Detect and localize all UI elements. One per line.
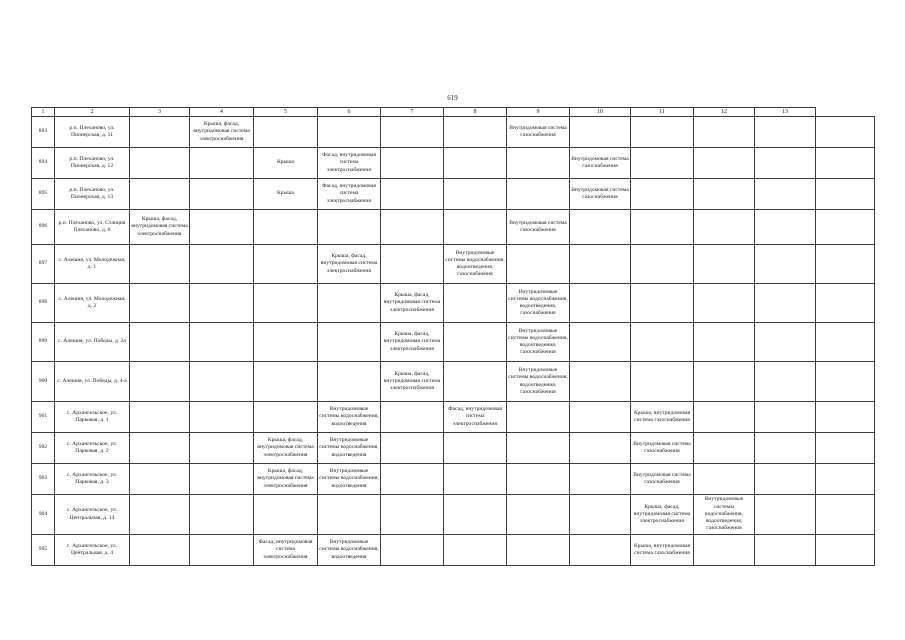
work-cell [816, 495, 875, 535]
address-cell: с. Архангельское, ул. Парковая, д. 1 [55, 402, 130, 433]
address-cell: р.п. Плеханово, ул. Пионерская, д. 12 [55, 148, 130, 179]
work-cell [444, 495, 507, 535]
work-cell [816, 535, 875, 566]
work-cell [694, 148, 755, 179]
work-cell [381, 148, 444, 179]
work-cell [631, 148, 694, 179]
work-cell [631, 210, 694, 245]
work-cell [755, 210, 816, 245]
table-row [32, 402, 875, 433]
work-cell [444, 323, 507, 362]
work-cell [631, 117, 694, 148]
work-cell [755, 323, 816, 362]
work-cell [254, 117, 318, 148]
address-cell: р.п. Плеханово, ул. Пионерская, д. 11 [55, 117, 130, 148]
work-cell: Внутридомовая система газоснабжения [570, 179, 631, 210]
work-cell [816, 433, 875, 464]
work-cell [190, 284, 254, 323]
work-cell [190, 323, 254, 362]
work-cell [570, 362, 631, 402]
work-cell [507, 245, 570, 284]
row-number-cell: 899 [32, 323, 55, 362]
work-cell [755, 148, 816, 179]
work-cell [444, 284, 507, 323]
work-cell: Внутридомовая система газоснабжения [570, 148, 631, 179]
work-cell: Крыша, фасад, внутридомовая система электроснабжения [254, 433, 318, 464]
work-cell: Крыша, внутридомовая система газоснабжения [631, 535, 694, 566]
work-cell [254, 210, 318, 245]
column-header: 2 [55, 108, 130, 117]
table-row [32, 210, 875, 245]
work-cell [755, 362, 816, 402]
work-cell [755, 433, 816, 464]
work-cell [507, 402, 570, 433]
work-cell [755, 495, 816, 535]
work-cell [381, 210, 444, 245]
work-cell: Крыша, внутридомовая система газоснабжения [631, 402, 694, 433]
work-cell [570, 464, 631, 495]
column-header: 7 [381, 108, 444, 117]
work-cell [755, 535, 816, 566]
work-cell [190, 402, 254, 433]
row-number-cell: 901 [32, 402, 55, 433]
work-cell [816, 284, 875, 323]
work-cell: Внутридомовая система газоснабжения [507, 210, 570, 245]
row-number-cell: 904 [32, 495, 55, 535]
work-cell [507, 464, 570, 495]
table-body [32, 117, 875, 566]
work-cell: Фасад, внутридомовая система электроснабжения [254, 535, 318, 566]
column-header: 10 [570, 108, 631, 117]
table-row [32, 362, 875, 402]
column-header: 3 [130, 108, 190, 117]
page-number: 619 [447, 94, 458, 102]
row-number-cell: 893 [32, 117, 55, 148]
work-cell [190, 495, 254, 535]
address-cell: с. Архангельское, ул. Центральная, д. 4 [55, 535, 130, 566]
work-cell [444, 464, 507, 495]
work-cell [130, 464, 190, 495]
work-cell: Внутридомовые системы водоснабжения, водоотведения, газоснабжения [507, 323, 570, 362]
column-header: 9 [507, 108, 570, 117]
work-cell [816, 402, 875, 433]
work-cell: Внутридомовые системы водоснабжения, водоотведения [318, 433, 381, 464]
table-row [32, 464, 875, 495]
work-cell: Крыша, фасад, внутридомовая система электроснабжения [190, 117, 254, 148]
work-cell [444, 362, 507, 402]
work-cell [816, 148, 875, 179]
work-cell [631, 323, 694, 362]
works-table [31, 107, 875, 566]
work-cell: Фасад, внутридомовая система электроснабжения [444, 402, 507, 433]
work-cell [570, 402, 631, 433]
table-row [32, 433, 875, 464]
address-cell: с. Архангельское, ул. Парковая, д. 2 [55, 433, 130, 464]
work-cell: Крыша, фасад, внутридомовая система электроснабжения [130, 210, 190, 245]
work-cell [570, 245, 631, 284]
work-cell [318, 495, 381, 535]
work-cell [755, 402, 816, 433]
work-cell [755, 284, 816, 323]
table-row [32, 535, 875, 566]
address-cell: р.п. Плеханово, ул. Пионерская, д. 13 [55, 179, 130, 210]
work-cell: Крыша, фасад, внутридомовая система электроснабжения [381, 284, 444, 323]
work-cell: Внутридомовые системы водоснабжения, водоотведения, газоснабжения [444, 245, 507, 284]
work-cell [318, 284, 381, 323]
work-cell [381, 402, 444, 433]
work-cell [694, 464, 755, 495]
row-number-cell: 896 [32, 210, 55, 245]
work-cell [190, 535, 254, 566]
work-cell [507, 535, 570, 566]
work-cell [631, 362, 694, 402]
work-cell [190, 464, 254, 495]
work-cell [130, 402, 190, 433]
row-number-cell: 895 [32, 179, 55, 210]
work-cell [130, 245, 190, 284]
column-header: 8 [444, 108, 507, 117]
row-number-cell: 894 [32, 148, 55, 179]
work-cell [190, 148, 254, 179]
work-cell [694, 117, 755, 148]
work-cell [755, 179, 816, 210]
work-cell [130, 284, 190, 323]
work-cell [755, 245, 816, 284]
column-header: 5 [254, 108, 318, 117]
work-cell [694, 402, 755, 433]
work-cell [130, 117, 190, 148]
work-cell [254, 495, 318, 535]
table-row [32, 117, 875, 148]
work-cell [816, 179, 875, 210]
work-cell [694, 323, 755, 362]
work-cell [570, 535, 631, 566]
row-number-cell: 898 [32, 284, 55, 323]
work-cell [507, 148, 570, 179]
work-cell [254, 284, 318, 323]
work-cell [507, 433, 570, 464]
work-cell: Крыша, фасад, внутридомовая система электроснабжения [318, 245, 381, 284]
column-header: 13 [755, 108, 816, 117]
work-cell [694, 179, 755, 210]
work-cell [631, 179, 694, 210]
work-cell [254, 245, 318, 284]
work-cell [254, 402, 318, 433]
work-cell [381, 179, 444, 210]
work-cell [444, 117, 507, 148]
work-cell [816, 117, 875, 148]
table-row [32, 323, 875, 362]
row-number-cell: 902 [32, 433, 55, 464]
work-cell: Фасад, внутридомовая система электроснабжения [318, 179, 381, 210]
table-row [32, 284, 875, 323]
work-cell [318, 362, 381, 402]
work-cell: Внутридомовые системы водоснабжения, водоотведения [318, 402, 381, 433]
work-cell [130, 535, 190, 566]
work-cell [190, 362, 254, 402]
work-cell [631, 284, 694, 323]
work-cell [444, 210, 507, 245]
address-cell: с. Архангельское, ул. Центральная, д. 14 [55, 495, 130, 535]
row-number-cell: 905 [32, 535, 55, 566]
work-cell [570, 323, 631, 362]
work-cell [816, 245, 875, 284]
work-cell [190, 433, 254, 464]
work-cell [444, 433, 507, 464]
column-header: 11 [631, 108, 694, 117]
work-cell [570, 210, 631, 245]
work-cell: Внутридомовая система газоснабжения [631, 433, 694, 464]
work-cell: Крыша [254, 179, 318, 210]
column-header: 6 [318, 108, 381, 117]
table-row [32, 148, 875, 179]
row-number-cell: 903 [32, 464, 55, 495]
work-cell [507, 179, 570, 210]
work-cell [694, 433, 755, 464]
work-cell [694, 535, 755, 566]
work-cell [755, 464, 816, 495]
work-cell [130, 179, 190, 210]
table-row [32, 179, 875, 210]
address-cell: с. Алешня, ул. Победы, д. 4-а [55, 362, 130, 402]
work-cell [190, 210, 254, 245]
work-cell [254, 323, 318, 362]
work-cell [755, 117, 816, 148]
work-cell [694, 245, 755, 284]
address-cell: с. Алешня, ул. Молодежная, д. 2 [55, 284, 130, 323]
table-row [32, 245, 875, 284]
work-cell: Внутридомовые системы водоснабжения, водоотведения [318, 535, 381, 566]
work-cell [570, 433, 631, 464]
row-number-cell: 897 [32, 245, 55, 284]
work-cell: Крыша, фасад, внутридомовая система электроснабжения [631, 495, 694, 535]
work-cell [570, 284, 631, 323]
work-cell [381, 433, 444, 464]
column-header: 12 [694, 108, 755, 117]
work-cell [816, 362, 875, 402]
work-cell: Крыша, фасад, внутридомовая система электроснабжения [381, 362, 444, 402]
work-cell: Внутридомовые системы водоснабжения, водоотведения [318, 464, 381, 495]
work-cell [631, 245, 694, 284]
work-cell [130, 433, 190, 464]
work-cell: Внутридомовые системы водоснабжения, водоотведения, газоснабжения [694, 495, 755, 535]
work-cell [381, 117, 444, 148]
work-cell [130, 148, 190, 179]
work-cell [130, 495, 190, 535]
work-cell [318, 210, 381, 245]
address-cell: с. Алешня, ул. Молодежная, д. 1 [55, 245, 130, 284]
work-cell [130, 323, 190, 362]
work-cell [381, 495, 444, 535]
work-cell [507, 495, 570, 535]
work-cell [816, 210, 875, 245]
work-cell: Крыша, фасад, внутридомовая система электроснабжения [254, 464, 318, 495]
work-cell [254, 362, 318, 402]
work-cell [381, 245, 444, 284]
work-cell [190, 179, 254, 210]
column-header: 4 [190, 108, 254, 117]
work-cell [694, 210, 755, 245]
work-cell [318, 117, 381, 148]
work-cell [190, 245, 254, 284]
work-cell: Внутридомовые системы водоснабжения, водоотведения, газоснабжения [507, 284, 570, 323]
address-cell: с. Алешня, ул. Победы, д. 2а [55, 323, 130, 362]
work-cell [694, 284, 755, 323]
column-header: 1 [32, 108, 55, 117]
work-cell [816, 323, 875, 362]
work-cell [570, 495, 631, 535]
work-cell [381, 535, 444, 566]
work-cell: Внутридомовая система газоснабжения [631, 464, 694, 495]
address-cell: с. Архангельское, ул. Парковая, д. 3 [55, 464, 130, 495]
work-cell: Фасад, внутридомовая система электроснабжения [318, 148, 381, 179]
work-cell [444, 535, 507, 566]
work-cell [318, 323, 381, 362]
work-cell [444, 148, 507, 179]
work-cell [694, 362, 755, 402]
work-cell [570, 117, 631, 148]
work-cell [816, 464, 875, 495]
header-row [32, 108, 875, 117]
work-cell [444, 179, 507, 210]
work-cell [130, 362, 190, 402]
work-cell: Внутридомовая система газоснабжения [507, 117, 570, 148]
address-cell: р.п. Плеханово, ул. Станция Плеханово, д. 6 [55, 210, 130, 245]
work-cell: Внутридомовые системы водоснабжения, водоотведения, газоснабжения [507, 362, 570, 402]
work-cell: Крыша, фасад, внутридомовая система электроснабжения [381, 323, 444, 362]
table-row [32, 495, 875, 535]
work-cell: Крыша [254, 148, 318, 179]
row-number-cell: 900 [32, 362, 55, 402]
work-cell [381, 464, 444, 495]
